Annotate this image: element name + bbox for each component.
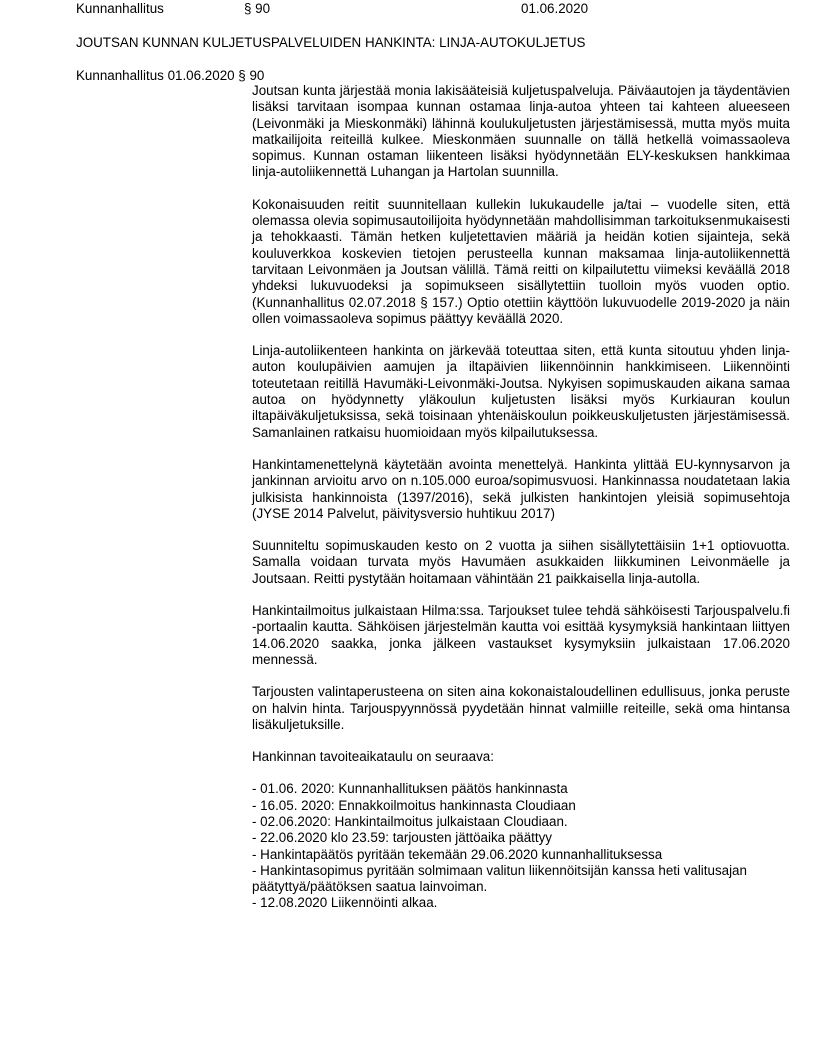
document-title: JOUTSAN KUNNAN KULJETUSPALVELUIDEN HANKINTA: LINJA-AUTOKULJETUS [76, 35, 586, 50]
paragraph-notice: Hankintailmoitus julkaistaan Hilma:ssa. Tarjoukset tulee tehdä sähköisesti Tarjouspalvelu.fi -portaalin kautta. Sähköisen järjestelmän kautta voi esittää kysymyksiä hankintaan liittyen 14.06.2020 saakka, jonka jälkeen vastaukset kysymyksiin julkaistaan 17.06.2020 mennessä. [252, 603, 790, 667]
schedule-item: - 01.06. 2020: Kunnanhallituksen päätös hankinnasta [252, 781, 568, 797]
header-section-number: § 90 [244, 1, 271, 16]
schedule-item: - 02.06.2020: Hankintailmoitus julkaistaan Cloudiaan. [252, 813, 568, 829]
header-body-name: Kunnanhallitus [76, 1, 164, 16]
paragraph-schedule-intro: Hankinnan tavoiteaikataulu on seuraava: [252, 749, 494, 765]
meeting-reference: Kunnanhallitus 01.06.2020 § 90 [76, 68, 265, 83]
schedule-item: - 12.08.2020 Liikennöinti alkaa. [252, 895, 438, 911]
schedule-item: - Hankintapäätös pyritään tekemään 29.06.2020 kunnanhallituksessa [252, 846, 663, 862]
header-date: 01.06.2020 [521, 1, 589, 16]
document-body [252, 83, 790, 912]
paragraph-procedure: Hankintamenettelynä käytetään avointa menettelyä. Hankinta ylittää EU-kynnysarvon ja jankinnan arvioitu arvo on n.105.000 euroa/sopimusvuosi. Hankinnassa noudatetaan lakia julkisista hankinnoista (1397/2016), sekä julkisten hankintojen yleisiä sopimusehtoja (JYSE 2014 Palvelut, päivitysversio huhtikuu 2017) [252, 456, 790, 521]
paragraph-procurement-scope: Linja-autoliikenteen hankinta on järkevää toteuttaa siten, että kunta sitoutuu yhden linja-auton koulupäivien aamujen ja iltapäivien liikennöinnin hankkimiseen. Liikennöinti toteutetaan reitillä Havumäki-Leivonmäki-Joutsa. Nykyisen sopimuskauden aikana samaa autoa on hyödynnetty yläkoulun kuljetusten lisäksi myös Kurkiauran koulun iltapäiväkuljetuksissa, sekä toisinaan yhtenäiskoulun poikkeuskuljetusten järjestämisessä. Samanlainen ratkaisu huomioidaan myös kilpailutuksessa. [252, 343, 790, 440]
paragraph-selection-criteria: Tarjousten valintaperusteena on siten aina kokonaistaloudellinen edullisuus, jonka peruste on halvin hinta. Tarjouspyynnössä pyydetään hinnat valmiille reiteille, sekä oma hintansa lisäkuljetuksille. [252, 684, 790, 732]
schedule-list [252, 781, 790, 911]
paragraph-intro: Joutsan kunta järjestää monia lakisääteisiä kuljetuspalveluja. Päiväautojen ja täydentävien lisäksi tarvitaan isompaa kunnan ostamaa linja-autoa yhteen tai kahteen alueeseen (Leivonmäki ja Mieskonmäki) lähinnä koulukuljetusten järjestämisessä, mutta myös muita matkailijoita reiteillä kulkee. Mieskonmäen suunnalle on tällä hetkellä voimassaoleva sopimus. Kunnan ostaman liikenteen lisäksi hyödynnetään ELY-keskuksen hankkimaa linja-autoliikennettä Luhangan ja Hartolan suunnilla. [252, 83, 790, 180]
paragraph-contract-duration: Suunniteltu sopimuskauden kesto on 2 vuotta ja siihen sisällytettäisiin 1+1 optiovuotta. Samalla voidaan turvata myös Havumäen asukkaiden liikkuminen Leivonmäelle ja Joutsaan. Reitti pystytään hoitamaan vähintään 21 paikkaisella linja-autolla. [252, 538, 790, 586]
schedule-item: - 22.06.2020 klo 23.59: tarjousten jättöaika päättyy [252, 830, 553, 846]
schedule-item: - Hankintasopimus pyritään solmimaan valitun liikennöitsijän kanssa heti valitusajan päätyttyä/päätöksen saatua lainvoiman. [252, 862, 747, 895]
schedule-item: - 16.05. 2020: Ennakkoilmoitus hankinnasta Cloudiaan [252, 797, 576, 813]
paragraph-routes: Kokonaisuuden reitit suunnitellaan kullekin lukukaudelle ja/tai – vuodelle siten, että olemassa olevia sopimusautoilijoita hyödynnetään mahdollisimman tarkoituksenmukaisesti ja tehokkaasti. Tämän hetken kuljetettavien määriä ja heidän kotien sijainteja, sekä kouluverkkoa koskevien tietojen perusteella kunnan maksamaa linja-autoliikennettä tarvitaan Leivonmäen ja Joutsan välillä. Tämä reitti on kilpailutettu viimeksi keväällä 2018 yhdeksi lukuvuodeksi ja sopimukseen sisällytettiin tuolloin myös vuoden optio. (Kunnanhallitus 02.07.2018 § 157.) Optio otettiin käyttöön lukuvuodelle 2019-2020 ja näin ollen voimassaoleva sopimus päättyy keväällä 2020. [252, 196, 790, 326]
